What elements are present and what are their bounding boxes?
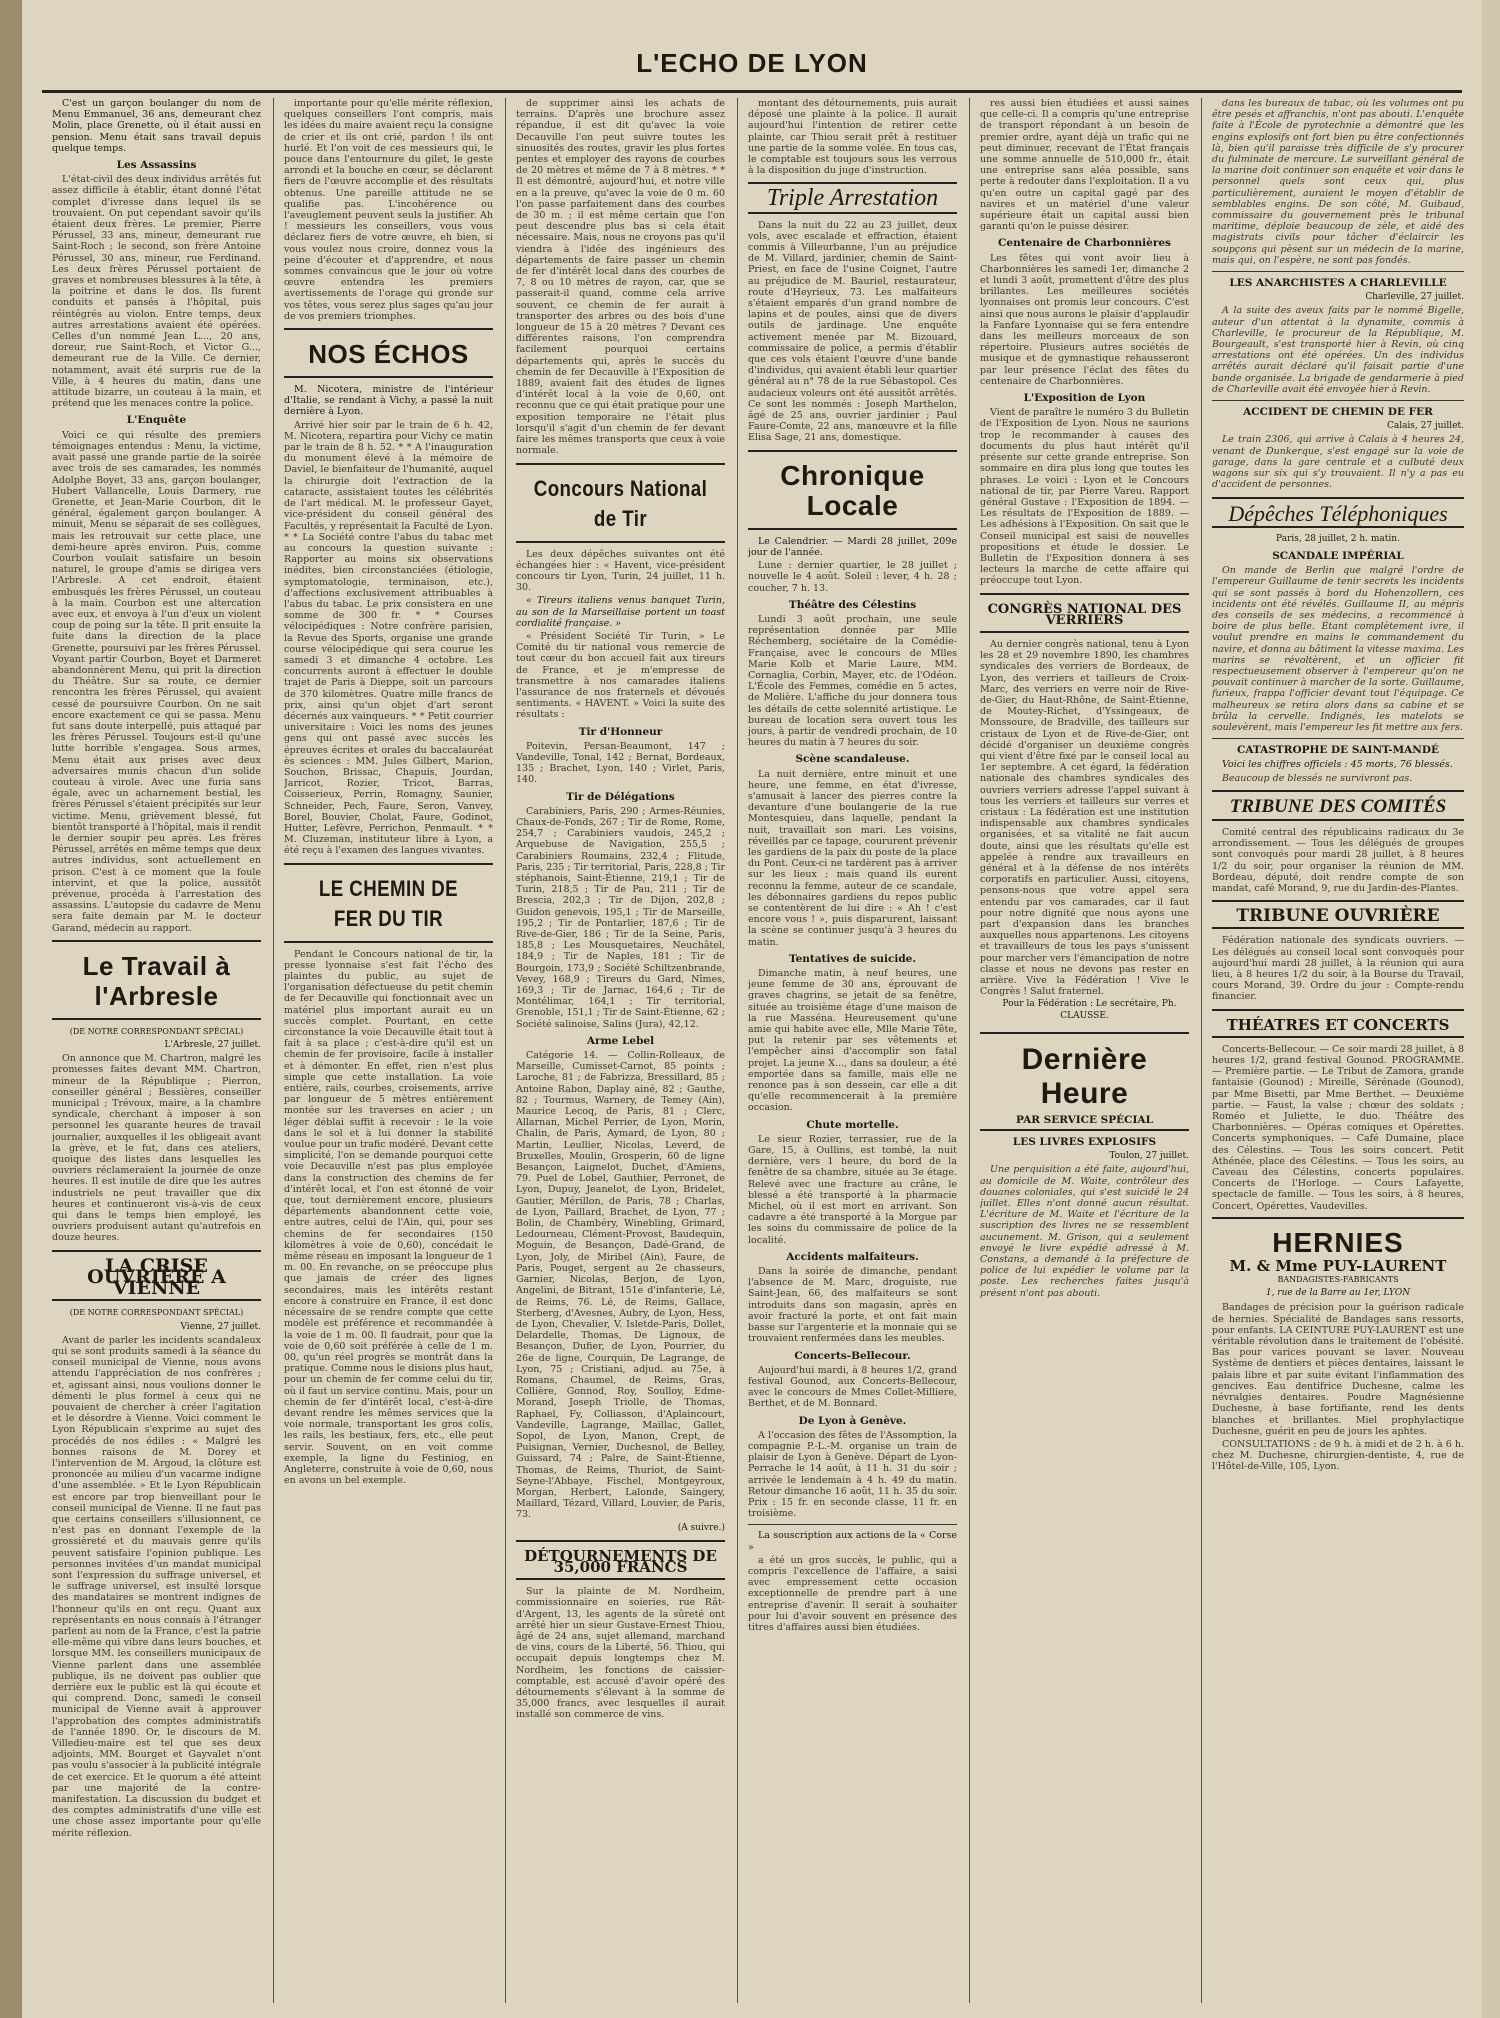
heading-tribune-ouvriere: TRIBUNE OUVRIÈRE xyxy=(1236,906,1440,927)
newspaper-page xyxy=(22,0,1482,2018)
body-text: On annonce que M. Chartron, malgré les promesses faites devant MM. Chartron, mineur de la République ; Pierron, conseiller général ; Bessières, conseiller municipal ; Trévoux, maire, a la chambre syndicale, cherchant à imposer à son personnel les quarante heures de travail journalier, auxquelles il les obligeait avant la grève, et le fut, dans ces ateliers, quoique des listes dans lesquelles les ouvriers réclameraient la journée de onze heures. Il est inutile de dire que les autres industriels ne peut travailler que dix heures et continueront vis-à-vis de ceux qui dans le temps bien employé, les ouvriers produisent autant qu'autrefois en douze heures. xyxy=(52,1053,261,1244)
heading-depeches: Dépêches Téléphoniques xyxy=(1228,500,1448,526)
consultations: CONSULTATIONS : de 9 h. à midi et de 2 h. à 6 h. chez M. Duchesne, chirurgien-dentiste, 4, rue de l'Hôtel-de-Ville, 105, Lyon. xyxy=(1212,1438,1464,1473)
body-text: Avant de parler les incidents scandaleux qui se sont produits samedi à la séance du conseil municipal de Vienne, nous avons attendu l'appréciation de nos confrères ; et, agissant ainsi, nous voulions donner le démenti le plus formel à ceux qui ne pouvaient de chercher à créer l'agitation et le désordre à Vienne. Voici comment le Lyon Républicain s'exprime au sujet des procédés de nos édiles : « Malgré les bonnes raisons de M. Dorey et l'intervention de M. Argoud, la clôture est prononcée au milieu d'un vacarme indigne d'une assemblée. » Et le Lyon Républicain est encore par trop bienveillant pour le conseil municipal de Vienne. Il ne faut pas que certains conseillers s'illusionnent, ce n'est pas en donnant l'exemple de la grossièreté et du mauvais genre qu'ils peuvent satisfaire l'opinion publique. Les personnes invitées d'un mandat municipal sont l'expression du suffrage universel, et le suffrage universel, est insulté lorsque des mandataires se montrent indignes de l'honneur qu'ils en ont reçu. Quant aux représentants en nous connais à l'étranger parlent au nom de la France, c'est la patrie elle-même qui vibre dans leurs bouches, et lorsque MM. les conseillers municipaux de Vienne parlent dans une assemblée publique, ils ne doivent pas oublier que derrière eux le public est là qui écoute et qui comprend. Donc, samedi le conseil municipal de Vienne avait à approuver l'approbation des comptes administratifs de l'année 1890. Or, le discours de M. Villedieu-maire est tel que ses deux adjoints, MM. Bourget et Gayvalet n'ont pas voulu s'associer à la publicité intégrale de cet exercice. Et le quorum a été atteint par une majorité de la contre-manifestation. La discussion du budget et des comptes administratifs d'une ville est une chose assez importante pour qu'elle mérite réflexion. xyxy=(52,1334,261,1839)
body-text: Lune : dernier quartier, le 28 juillet ; nouvelle le 4 août. Soleil : lever, 4 h. 28 ; coucher, 7 h. 13. xyxy=(748,560,957,594)
body-text: Les fêtes qui vont avoir lieu à Charbonnières les samedi 1er, dimanche 2 et lundi 3 août, promettent d'être des plus brillantes. Les meilleures sociétés lyonnaises ont promis leur concours. C'est ainsi que nous aurons le plaisir d'applaudir la Fanfare Lyonnaise qui se fera entendre dans les meilleurs morceaux de son répertoire. Plusieurs autres sociétés de musique et de gymnastique rehausseront par leur présence l'éclat des fêtes du centenaire de Charbonnières. xyxy=(980,252,1189,387)
heading-travail-arbresle: Le Travail à l'Arbresle xyxy=(82,950,231,1011)
heading-scandale-imperial: SCANDALE IMPÉRIAL xyxy=(1272,549,1404,562)
body-text: L'état-civil des deux individus arrêtés fut assez difficile à établir, étant donné l'état complet d'ivresse dans lequel ils se trouvaient. On put cependant savoir qu'ils étaient deux frères. Le premier, Pierre Pérussel, 33 ans, mineur, demeurant rue Saint-Roch ; le second, son frère Antoine Pérussel, 30 ans, mineur, rue Ferdinand. Les deux frères Pérussel portaient de graves et nombreuses blessures à la tête, à la poitrine et dans le dos. Ils furent conduits et pansés à l'hôpital, puis réintégrés au violon. Entre temps, deux autres arrestations avaient été opérées. Celles d'un nommé Jean L..., 20 ans, doreur, rue Saint-Roch, et Victor G..., demeurant rue de la Ville. Ce dernier, notamment, avait été surpris rue de la Ville, à 4 heures du matin, dans une attitude bizarre, un couteau à la main, et prétend que les menaces contre la police. xyxy=(52,174,261,410)
body-text: importante pour qu'elle mérite réflexion, quelques conseillers l'ont compris, mais les idées du maire avaient reçu la consigne de crier et ils ont crié, pardon ! ils ont hurlé. Et l'on voit de ces messieurs qui, le pouce dans l'entournure du gilet, le geste arrondi et la bouche en cœur, se déclarent fiers de l'œuvre accomplie et des résultats obtenus. Une pareille attitude ne se qualifie pas. L'incohérence ou l'aveuglement peuvent seuls la justifier. Ah ! messieurs les conseillers, vous vous déclarez fiers de votre œuvre, eh bien, si vous voulez nous croire, donnez vous la peine d'écouter et d'apprendre, et nous sommes convaincus que le jour où votre œuvre entendra les premiers avertissements de l'orage qui gronde sur vos têtes, vous serez plus sages qu'au jour de vos premiers triomphes. xyxy=(284,98,493,322)
column-4 xyxy=(748,98,957,2003)
body-text: Dimanche matin, à neuf heures, une jeune femme de 30 ans, éprouvant de graves chagrins, se jetait de sa fenêtre, située au troisième étage d'une maison de la rue Masséna. Heureusement qu'une amie qui habite avec elle, Mlle Marie Tête, put la retenir par ses vêtements et l'empêcher ainsi d'accomplir son fatal projet. La jeune X..., dans sa douleur, a été emportée dans sa famille, mais elle ne renonce pas à son dessein, car elle a dit qu'elle recommencerait à la première occasion. xyxy=(748,968,957,1114)
body-text: Dans la soirée de dimanche, pendant l'absence de M. Marc, droguiste, rue Saint-Jean, 66, des malfaiteurs se sont introduits dans son magasin, après en avoir fracturé la porte, et ont fait main basse sur l'argenterie et la monnaie qui se trouvaient renfermées dans les meubles. xyxy=(748,1266,957,1345)
body-text: Poitevin, Persan-Beaumont, 147 ; Vandeville, Tonal, 142 ; Bernat, Bordeaux, 135 ; Brachet, Lyon, 140 ; Virlet, Paris, 140. xyxy=(516,740,725,786)
body-text: Bandages de précision pour la guérison radicale de hernies. Spécialité de Bandages sans ressorts, pour enfants. LA CEINTURE PUY-LAURENT est une véritable révolution dans le traitement de l'obésité. Bas pour varices pouvant se laver. Nouveau Système de dentiers et pièces dentaires, laissant le palais libre et par suite évitant l'inflammation des gencives. Eau dentifrice Duchesne, calme les névralgies dentaires. Poudre Magnésienne Duchesne, à base fortifiante, rend les dents blanches et brillantes. Miel prophylactique Duchesne, guérit en peu de jours les aphtes. xyxy=(1212,1302,1464,1437)
body-text: On mande de Berlin que malgré l'ordre de l'empereur Guillaume de tenir secrets les incidents qui se sont passés à bord du Hohenzollern, ces incidents ont été révélés. Guillaume II, au mépris des conseils de ses médecins, a recommencé à boire de plus belle. Étant complètement ivre, il voulut prendre en mains le commandement du navire, et donna au bâtiment la vitesse maxima. Les marins se révoltèrent, et un officier fit respectueusement observer à l'empereur qu'on ne pouvait continuer à marcher de la sorte. Guillaume, furieux, frappa l'officier devant tout l'équipage. Ce malheureux se retira alors dans sa cabine et se brûla la cervelle. Indignés, les matelots se soulevèrent, mais l'empereur les fit mettre aux fers. xyxy=(1212,565,1464,733)
body-text: dans les bureaux de tabac, où les volumes ont pu être pesés et affranchis, n'ont pas abouti. L'enquête faite à l'École de pyrotechnie a démontré que les engins explosifs ont fort bien pu être confectionnés là, bien qu'il paraisse très difficile de s'y procurer du fulminate de mercure. Le surveillant général de la marine doit continuer son enquête et voir dans le personnel quels sont ceux qui, plus particulièrement, auraient le moyen d'établir de semblables engins. De son côté, M. Guibaud, commissaire du gouvernement près le tribunal maritime, déploie beaucoup de zèle, et aidé des magistrats civils pour tâcher d'éclaircir les soupçons qui pèsent sur un médecin de la marine, mais qui, on l'espère, ne sont pas fondés. xyxy=(1212,98,1464,266)
catastrophe-text: Voici les chiffres officiels : 45 morts, 76 blessés. xyxy=(1222,759,1453,771)
byline: (DE NOTRE CORRESPONDANT SPÉCIAL) xyxy=(69,1308,244,1318)
heading-detournements: DÉTOURNEMENTS DE 35,000 FRANCS xyxy=(524,1546,717,1576)
heading-exposition: L'Exposition de Lyon xyxy=(1023,392,1146,405)
byline: (DE NOTRE CORRESPONDANT SPÉCIAL) xyxy=(69,1026,244,1036)
heading-concours-tir: Concours National de Tir xyxy=(533,475,708,531)
masthead-rule xyxy=(42,90,1462,93)
body-text: a été un gros succès, le public, qui a compris l'excellence de l'affaire, a saisi avec empressement cette occasion exceptionnelle de prendre part à une entreprise d'avenir. Il serait à souhaiter pour lui d'avoir souvent en présence des titres d'affaires aussi bien étudiées. xyxy=(748,1554,957,1633)
body-text: Dans la nuit du 22 au 23 juillet, deux vols, avec escalade et effraction, étaient commis à Villeurbanne, l'un au préjudice de M. Villard, jardinier, chemin de Saint-Priest, en face de l'usine Coignet, l'autre au préjudice de M. Bauriel, restaurateur, route d'Heyrieux, 73. Les malfaiteurs s'étaient emparés d'un grand nombre de lapins et de poules, ainsi que de divers outils de jardinage. Une enquête activement menée par M. Bizouard, commissaire de police, a permis d'établir que ces vols étaient l'œuvre d'une bande d'individus, qui avaient établi leur quartier général au n° 78 de la rue Sébastopol. Ces audacieux voleurs ont été aussitôt arrêtés. Ce sont les nommés : Joseph Marthelon, âgé de 25 ans, ouvrier jardinier ; Paul Faure-Comte, 22 ans, manœuvre et la fille Elisa Sage, 21 ans, domestique. xyxy=(748,219,957,444)
body-text: Les deux dépêches suivantes ont été échangées hier : « Havent, vice-président concours tir Lyon, Turin, 24 juillet, 11 h. 30. xyxy=(516,548,725,594)
derniere-heure-sub: PAR SERVICE SPÉCIAL xyxy=(1016,1113,1153,1126)
body-text: Le sieur Rozier, terrassier, rue de la Gare, 15, à Oullins, est tombé, la nuit dernière, vers 1 heure, du bord de la fenêtre de sa chambre, située au 3e étage. Relevé avec une fracture au crâne, le blessé a été transporté à la pharmacie Michel, où il est mort en arrivant. Son cadavre a été transporté à la Morgue par les soins du commissaire de police de la localité. xyxy=(748,1133,957,1246)
dateline: Charleville, 27 juillet. xyxy=(1365,292,1464,303)
body-text: A la suite des aveux faits par le nommé Bigelle, auteur d'un attentat à la dynamite, commis à Charleville, le procureur de la République, M. Bourgeault, s'est transporté hier à Revin, où cinq arrestations ont été opérées. Un des individus arrêtés aurait déclaré qu'il faisait partie d'une bande organisée. La brigade de gendarmerie à pied de Charleville avait été envoyée hier à Revin. xyxy=(1212,305,1464,395)
heading-tir-honneur: Tir d'Honneur xyxy=(578,725,663,738)
body-text: Le train 2306, qui arrive à Calais à 4 heures 24, venant de Dunkerque, s'est engagé sur la voie de garage, dans la gare centrale et a culbuté deux wagons sur six qui s'y trouvaient. Il n'y a pas eu d'accident de personnes. xyxy=(1212,434,1464,491)
body-text: Comité central des républicains radicaux du 3e arrondissement. — Tous les délégués de groupes sont convoqués pour mardi 28 juillet, à 8 heures 1/2 du soir, pour organiser la réunion de MM. Bordeau, député, doit rendre compte de son mandat, café Morand, 9, rue du Jardin-des-Plantes. xyxy=(1212,826,1464,894)
body-text: Au dernier congrès national, tenu à Lyon les 28 et 29 novembre 1890, les chambres syndicales des verriers de Bordeaux, de Lyon, des verriers et tailleurs de Croix-Marc, des verriers en verre noir de Rive-de-Gier, du Haut-Rhône, de Saint-Étienne, de Moutey-Richet, d'Yssingeaux, de Monssoure, de Bradville, des tailleurs sur cristaux de Lyon et de Rive-de-Gier, ont décidé d'organiser un deuxième congrès qui vient d'être fixé par le conseil local au 1er septembre. A cet égard, la fédération nationale des chambres syndicales des ouvriers verriers adresse l'appel suivant à tous les verriers et tailleurs sur verres et cristaux : La fédération est une institution indispensable aux chambres syndicales organisées, et sa vitalité ne fait aucun doute, ainsi que les résultats qu'elle est appelée à rendre aux travailleurs en général et à la défense de nos intérêts corporatifs en particulier. Aussi, citoyens, pensons-nous que votre appel sera entendu par vos camarades, car il faut pour notre dignité que nous ayons une part d'expansion dans les branches auxquelles nous appartenons. Les citoyens et travailleurs de tous les pays s'unissent pour marcher vers l'émancipation de notre classe et nous ne devons pas rester en arrière. Vive la Fédération ! Vive le Congrès ! Salut fraternel. xyxy=(980,638,1189,998)
body-text: de supprimer ainsi les achats de terrains. D'après une brochure assez répandue, il est dit qu'avec la voie Decauville l'on peut suivre toutes les sinuosités des routes, gravir les plus fortes pentes et employer des rayons de courbes de 20 mètres et même de 7 à 8 mètres. * * Il est démontré, aujourd'hui, et notre ville en a la preuve, qu'avec la voie de 0 m. 60 l'on passe parfaitement dans des courbes de 30 m. ; il est même certain que l'on peut descendre plus bas si cela était nécessaire. Mais, nous ne croyons pas qu'il viendra à l'idée des ingénieurs des départements de faire passer un chemin de fer d'intérêt local dans des courbes de 7, 8 ou 10 mètres de rayon, car, que se passerait-il quand, comme cela arrive souvent, ce chemin de fer aurait à transporter des arbres ou des bois d'une longueur de 15 à 20 mètres ? Devant ces différentes raisons, l'on comprendra facilement pourquoi certains départements qui, après le succès du chemin de fer Decauville à l'Exposition de 1889, avaient fait des études de lignes d'intérêt local à la voie de 0,60, ont reconnu que ce qui était pratique pour une exposition temporaire ne l'était plus lorsqu'il s'agit d'un chemin de fer devant faire les mêmes transports que ceux à voie normale. xyxy=(516,98,725,457)
heading-catastrophe: CATASTROPHE DE SAINT-MANDÉ xyxy=(1237,744,1439,757)
heading-enquete: L'Enquête xyxy=(126,414,187,427)
column-6 xyxy=(1212,98,1464,2003)
heading-suicide: Tentatives de suicide. xyxy=(788,952,917,965)
heading-crise-vienne: LA CRISE OUVRIÈRE A VIENNE xyxy=(87,1254,226,1300)
body-text: Aujourd'hui mardi, à 8 heures 1/2, grand festival Gounod, aux Concerts-Bellecour, avec le concours de Mmes Collet-Milliere, Berthet, et de M. Bonnard. xyxy=(748,1364,957,1410)
heading-nos-echos: NOS ÉCHOS xyxy=(308,339,469,370)
body-text: « Président Société Tir Turin, » Le Comité du tir national vous remercie de tout cœur du bon accueil fait aux tireurs de France, et je m'empresse de transmettre à nos camarades italiens l'assurance de nos fraternels et dévoués sentiments. « HAVENT. » Voici la suite des résultats : xyxy=(516,630,725,721)
column-rule xyxy=(737,98,738,2003)
heading-concerts-bellecour: Concerts-Bellecour. xyxy=(794,1349,911,1362)
heading-centenaire: Centenaire de Charbonnières xyxy=(998,237,1171,250)
body-text: Fédération nationale des syndicats ouvriers. — Les délégués au conseil local sont convoqués pour aujourd'hui mardi 28 juillet, à la réunion qui aura lieu, à 8 heures 1/2 du soir, à la Bourse du Travail, cours Morand, 39. Ordre du jour : Compte-rendu financier. xyxy=(1212,935,1464,1003)
column-rule xyxy=(1201,98,1202,2003)
body-text: La nuit dernière, entre minuit et une heure, une femme, en état d'ivresse, s'amusait à lancer des pierres contre la devanture d'une boulangerie de la rue Montesquieu, dans laquelle, pendant la nuit, travaillait son mari. Les voisins, réveillés par ce tapage, coururent prévenir les gardiens de la paix du poste de la place du Pont. Ceux-ci ne tardèrent pas à arriver sur les lieux ; mais quand ils eurent reconnu la femme, auteur de ce scandale, les débonnaires gardiens du repos public se contentèrent de lui dire : « Ah ! c'est encore vous ! », puis disparurent, laissant la scène se continuer jusqu'à 3 heures du matin. xyxy=(748,768,957,948)
heading-anarchistes: LES ANARCHISTES A CHARLEVILLE xyxy=(1229,277,1447,290)
body-text: A l'occasion des fêtes de l'Assomption, la compagnie P.-L.-M. organise un train de plaisir de Lyon à Genève. Départ de Lyon-Perrache le 14 août, à 11 h. 31 du soir ; arrivée le lendemain à 4 h. 49 du matin. Retour dimanche 16 août, 11 h. 35 du soir. Prix : 15 fr. en seconde classe, 11 fr. en troisième. xyxy=(748,1429,957,1520)
heading-accident-chemin-de-fer: ACCIDENT DE CHEMIN DE FER xyxy=(1243,406,1433,419)
ad-hernies-title: HERNIES xyxy=(1272,1226,1404,1258)
heading-livres-explosifs: LES LIVRES EXPLOSIFS xyxy=(1012,1136,1157,1149)
dateline: Calais, 27 juillet. xyxy=(1386,421,1464,432)
heading-arme-lebel: Arme Lebel xyxy=(586,1034,655,1047)
calendrier: Le Calendrier. — Mardi 28 juillet, 209e jour de l'année. xyxy=(748,535,957,558)
body-text: Sur la plainte de M. Nordheim, commissionnaire en soieries, rue Rât-d'Argent, 13, les agents de la sûreté ont arrêté hier un sieur Gustave-Ernest Thiou, âgé de 24 ans, sujet allemand, marchand de vins, cours de la Liberté, 56. Thiou, qui occupait depuis longtemps chez M. Nordheim, les fonctions de caissier-comptable, est accusé d'avoir opéré des détournements s'élevant à la somme de 35,000 francs, avec lesquelles il aurait installé son commerce de vins. xyxy=(516,1586,725,1721)
body-text: res aussi bien étudiées et aussi saines que celle-ci. Il a compris qu'une entreprise de transport répondant à un besoin de premier ordre, ayant déjà un trafic qui ne peut diminuer, recevant de l'État français une somme annuelle de 510,000 fr., était une entreprise sans aléa possible, sans perte à redouter dans l'exploitation. Il a vu qu'en outre un capital gagé par des navires et un matériel d'une valeur supérieure était un capital aussi bien garanti qu'on le puisse désirer. xyxy=(980,98,1189,233)
dateline: Vienne, 27 juillet. xyxy=(180,1321,261,1332)
heading-chemin-de-fer-tir: LE CHEMIN DE FER DU TIR xyxy=(318,875,459,931)
body-text: Lundi 3 août prochain, une seule représentation donnée par Mlle Réchemberg, sociétaire de la Comédie-Française, avec le concours de Mlles Marie Kolb et Marie Laure, MM. Cornaglia, Corbin, Mayer, etc. de l'Odéon. L'École des Femmes, comédie en 5 actes, de Molière. L'affiche du jour donnera tous les détails de cette solennité artistique. Le bureau de location sera ouvert tous les jours, à partir de vendredi prochain, de 10 heures du matin à 7 heures du soir. xyxy=(748,613,957,749)
column-1 xyxy=(52,98,261,2003)
heading-tribune-comites: TRIBUNE DES COMITÉS xyxy=(1229,795,1447,817)
body-text: Voici ce qui résulte des premiers témoignages entendus : Menu, la victime, avait passé une grande partie de la soirée avec trois de ses camarades, les nommés Adolphe Boyet, 33 ans, garçon boulanger, Hubert Vallancelle, Louis Darmery, rue Grenette, et Jean-Marie Courbon, dit le général, également garçon boulanger. A minuit, Menu se séparait de ses collègues, mais les retrouvait sur cette place, une demi-heure après environ. Puis, comme Courbon voulait satisfaire un besoin naturel, le groupe d'amis se dirigea vers l'Arbresle. A cet endroit, étaient embusqués les frères Pérussel, un couteau à la main. Courbon est une altercation avec eux, et envoya à l'un d'eux un violent coup de poing sur la tête. Il prit ensuite la fuite dans la direction de la place Grenette, poursuivi par les frères Pérussel. Voyant partir Courbon, Boyet et Darmeret abandonnèrent Menu, qui prit la direction du Théâtre. Sur sa route, ce dernier rencontra les frères Pérussel, qui avaient cessé de poursuivre Courbon. On ne sait encore exactement ce qui se passa. Menu fut sans doute interpellé, puis attaqué par les frères Pérussel. Toujours est-il qu'une lutte horrible s'engagea. Sous armes, Menu était aux prises avec deux adversaires munis chacun d'un solide couteau à virole. Avec une furia sans égale, avec un acharnement bestial, les frères Pérussel s'étaient précipités sur leur victime. Menu, grièvement blessé, fut bientôt transporté à l'hôpital, mais il rendit le dernier soupir peu après. Les frères Pérussel, arrêtés en même temps que deux autres individus, sont actuellement en prison. C'est à ce moment que la foule intervint, et que la police, aussitôt prévenue, procéda à l'arrestation des assassins. L'autopsie du cadavre de Menu sera faite demain par M. le docteur Garand, médecin au rapport. xyxy=(52,429,261,934)
body-text: Pendant le Concours national de tir, la presse lyonnaise s'est fait l'écho des plaintes du public, au sujet de l'organisation défectueuse du petit chemin de fer Decauville qui fonctionnait avec un matériel plus important aurait eu un succès complet. Pourtant, en cette circonstance la voie Decauville était tout à fait à sa place ; c'est-à-dire qu'il est un chemin de fer provisoire, facile à installer et à démonter. En effet, rien n'est plus simple que cette installation. La voie entière, rails, courbes, croisements, arrive par longueur de 5 mètres entièrement montée sur les traverses en acier ; un léger déblai suffit à recevoir : le la voie dans le sol et à lui donner la stabilité voulue pour un trafic modéré. Devant cette simplicité, l'on se demande pourquoi cette voie Decauville n'est pas plus employée dans la construction des chemins de fer d'intérêt local, et l'on est étonné de voir que, tout dernièrement encore, plusieurs départements abandonnent cette voie, entre autres, celui de l'Ain, qui, pour ses chemins de fer secondaires (150 kilomètres à voie de 0,60), concédait le même réseau en imposant la longueur de 1 m. 00. En revanche, on se préoccupe plus que jamais de créer des lignes secondaires, mais les intérêts restant encore à construire en France, il est donc nécessaire de se rendre compte que cette modèle est préférence et recommandée à la voie de 1 m. 00. Il faudrait, pour que la voie de 0,60 soit préférée à celle de 1 m. 00, qu'un réel progrès se montrât dans la pratique. Comme nous le disions plus haut, pour un chemin de fer comme celui du tir, où il faut un service continu. Mais, pour un chemin de fer d'intérêt local, c'est-à-dire devant rendre les mêmes services que la voie normale, transportant les gros colis, les rails, les bestiaux, fers, etc., elle peut servir. Souvent, on en voit comme exemple, la ligne du Festiniog, en Angleterre, construite à voie de 0,60, nous en avons un bel exemple. xyxy=(284,948,493,1487)
body-text: Carabiniers, Paris, 290 ; Armes-Réunies, Chaux-de-Fonds, 267 ; Tir de Rome, Rome, 254,7 ; Carabiniers vaudois, 245,2 ; Arquebuse de Navigation, 255,5 ; Carabiniers Roumains, 232,4 ; Flitude, Paris, 235 ; Tir territorial, Paris, 228,8 ; Tir stéphanois, Saint-Étienne, 219,1 ; Tir de Turin, 218,5 ; Tir de Pau, 211 ; Tir de Brescia, 202,3 ; Tir de Dijon, 202,8 ; Guidon genevois, 195,1 ; Tir de Marseille, 195,2 ; Tir de Pontarlier, 187,6 ; Tir de Rive-de-Gier, 186 ; Tir de la Seine, Paris, 185,8 ; Les Mousquetaires, Neuchâtel, 184,9 ; Tir de Naples, 181 ; Tir de Bourgoin, 173,9 ; Société Schiltzenbrande, Vevey, 168,9 ; Tireurs du Gard, Nîmes, 169,3 ; Tir de Jarnac, 164,6 ; Tir de Montélimar, 164,1 ; Tir territorial, Grenoble, 151,1 ; Tir de Saint-Étienne, 62 ; Société salinoise, Salins (Jura), 42,12. xyxy=(516,805,725,1030)
telegram-text: « Tireurs italiens venus banquet Turin, au son de la Marseillaise portent un toast cordialité française. » xyxy=(516,595,725,629)
ad-hernies-name: M. & Mme PUY-LAURENT xyxy=(1229,1256,1447,1275)
dateline: Toulon, 27 juillet. xyxy=(1109,1151,1189,1162)
signature: Pour la Fédération : Le secrétaire, Ph. CLAUSSE. xyxy=(1002,999,1177,1021)
heading-chronique-locale: Chronique Locale xyxy=(780,459,925,521)
body-text: Concerts-Bellecour. — Ce soir mardi 28 juillet, à 8 heures 1/2, grand festival Gounod. PROGRAMME. — Première partie. — Le Tribut de Zamora, grande fantaisie (Gounod) ; Mireille, Sérénade (Gounod), par Mme Bisetti, par Mme Berthet. — Deuxième partie. — Faust, la valse ; chœur des soldats ; Roméo et Juliette, le duo. Théâtre des Charbonnières. — Opéras comiques et Opérettes. Concerts symphoniques. — Café Dumaine, place des Célestins. — Tous les soirs concert. Petit Athénée, place des Célestins. — Tous les soirs, au Caveau des Célestins, concerts populaires. Concerts de l'Horloge. — Cours Lafayette, spectacle de famille. — Tous les soirs, à 8 heures, Concert, Opérettes, Vaudevilles. xyxy=(1212,1043,1464,1212)
heading-tir-delegations: Tir de Délégations xyxy=(566,790,675,803)
body-text: Une perquisition a été faite, aujourd'hui, au domicile de M. Waite, contrôleur des douanes coloniales, qui s'est suicidé le 24 juillet. Elles n'ont donné aucun résultat. L'écriture de M. Waite et l'écriture de la suscription des livres ne se ressemblent aucunement. M. Grison, qui a seulement envoyé le livre expédié adressé à M. Constans, a demandé à la préfecture de police de lui expédier le volume par la poste. Les recherches faites jusqu'à présent n'ont pas abouti. xyxy=(980,1164,1189,1299)
ad-hernies-address: 1, rue de la Barre au 1er, LYON xyxy=(1265,1288,1411,1299)
body-text: Vient de paraître le numéro 3 du Bulletin de l'Exposition de Lyon. Nous ne saurions trop le recommander à causes des documents du plus haut intérêt qu'il présente sur cette grande entreprise. Son sommaire en dira plus long que toutes les phrases. Le voici : Lyon et le Concours national de tir, par Pierre Vareu. Rapport général Gustave : l'Exposition de 1894. — Les résultats de l'Exposition de 1889. — Les adhésions à l'Exposition. On sait que le Conseil municipal est saisi de nouvelles propositions et étude le dossier. Le Bulletin de l'Exposition donnera à ses lecteurs la marche de cette affaire qui préoccupe tout Lyon. xyxy=(980,407,1189,587)
body-text: montant des détournements, puis aurait déposé une plainte à la police. Il aurait aujourd'hui l'intention de retirer cette plainte, car Thiou serait prêt à restituer une partie de la somme volée. En tous cas, le comptable est toujours sous les verrous à la disposition du juge d'instruction. xyxy=(748,98,957,177)
heading-lyon-geneve: De Lyon à Genève. xyxy=(798,1414,907,1427)
heading-accidents: Accidents malfaiteurs. xyxy=(786,1250,919,1263)
heading-theatres-concerts: THÉATRES ET CONCERTS xyxy=(1226,1015,1450,1034)
heading-chute-mortelle: Chute mortelle. xyxy=(806,1118,899,1131)
column-rule xyxy=(273,98,274,2003)
heading-celestins: Théâtre des Célestins xyxy=(788,598,917,611)
column-rule xyxy=(969,98,970,2003)
dateline: L'Arbresle, 27 juillet. xyxy=(164,1040,261,1051)
heading-assassins: Les Assassins xyxy=(116,159,197,172)
ad-hernies-trade: BANDAGISTES-FABRICANTS xyxy=(1277,1275,1399,1285)
masthead: L'ECHO DE LYON xyxy=(636,48,868,78)
echos-first-paragraph: M. Nicotera, ministre de l'intérieur d'Italie, se rendant à Vichy, a passé la nuit dernière à Lyon. xyxy=(284,384,493,418)
heading-scene-scandaleuse: Scène scandaleuse. xyxy=(795,753,910,766)
binding-gutter xyxy=(0,0,22,2018)
heading-congres-verriers: CONGRÈS NATIONAL DES VERRIERS xyxy=(987,601,1182,628)
column-2 xyxy=(284,98,493,2003)
column-5 xyxy=(980,98,1189,2003)
heading-derniere-heure: Dernière Heure xyxy=(1021,1042,1148,1110)
heading-triple-arrestation: Triple Arrestation xyxy=(766,185,939,212)
corse-lead: La souscription aux actions de la « Corse » xyxy=(748,1530,957,1553)
article-intro: C'est un garçon boulanger du nom de Menu Emmanuel, 36 ans, demeurant chez Molin, place Grenette, où il était aussi en pension. Menu était sans travail depuis quelque temps. xyxy=(52,98,261,154)
body-text: Catégorie 14. — Collin-Rolleaux, de Marseille, Cumisset-Carnot, 85 points ; Laroche, 81 ; de Fabrizza, Bressillard, 85 ; Antoine Rabon, Daplay ainé, 82 ; Gauthe, 82 ; Tourmus, Warnery, de Temey (Ain), Maurice Lecoq, de Paris, 81 ; Clerc, Allarnan, Michel Perrier, de Lyon, Morin, Chalin, de Paris, Aymard, de Lyon, 80 ; Martin, Leullier, Nicolas, Leverd, de Bruxelles, Moulin, Grosperin, 60 de ligne Besançon, Laignelot, Duchet, d'Amiens, 79. Puel de Lobel, Gauthier, Perronet, de Lyon, Dupuy, Jeanelot, de Lyon, Bridelet, Gautier, Mérillon, de Paris, 78 ; Charlas, de Lyon, Paillard, Brachet, de Lyon, 77 ; Bolin, de Chambéry, Winebling, Grimard, Ledourneau, Clément-Provost, Baudequin, Moguin, de Besançon, Dadé-Grand, de Lyon, Joly, de Miribel (Ain), Faure, de Paris, Pouget, sergent au 2e chasseurs, Garnier, Nicolas, Berjon, de Lyon, Angelini, de Bitrant, 151e d'infanterie, Lé, de Reims, 76. Lé, de Reims, Gallace, Sterberg, d'Avesnes, Aubry, de Lyon, Hess, de Lyon, Chevalier, V. Isletde-Paris, Dollet, Delardelle, Thomas, De Lignoux, de Besançon, Dufier, de Lyon, Pourrier, du 26e de ligne, Courquin, De Lagrange, de Lyon, 75 ; Cristiani, adjud. au 75e, à Romans, Chaumel, de Reims, Gras, Collière, Gonnod, Roy, Soulloy, Edme-Morand, Joseph Triolle, de Thomas, Raphael, Fy, Colliasson, d'Aplaincourt, Vandeville, Lagrange, Maillac, Gallet, Sopol, de Lyon, Manon, Crept, de Puisignan, Vernier, Duchesnol, de Belley, Guissard, 74 ; Palre, de Saint-Étienne, Thomas, de Reims, Thuriot, de Saint-Seyne-l'Abbaye, Fischel, Montgeyroux, Morgan, Herbert, Lalonde, Saingery, Maillard, Tézard, Villard, Louvier, de Paris, 73. xyxy=(516,1050,725,1521)
column-rule xyxy=(505,98,506,2003)
body-text: Arrivé hier soir par le train de 6 h. 42, M. Nicotera, repartira pour Vichy ce matin par le train de 8 h. 52. * * A l'inauguration du monument élevé à la mémoire de Daviel, le bienfaiteur de l'humanité, auquel la chirurgie doit l'extraction de la cataracte, assistaient toutes les célébrités de l'art médical. M. le professeur Gayet, vice-président du conseil général des Facultés, y représentait la Faculté de Lyon. * * La Société contre l'abus du tabac met au concours la question suivante : Rapporter au moins six observations inédites, bien circonstanciées (étiologie, symptomatologie, terminaison, etc.), d'affections exclusivement attribuables à l'abus du tabac. Le prix consistera en une somme de 300 fr. * * Courses vélocipédiques : Notre confrère parisien, la Revue des Sports, organise une grande course vélocipédique qui sera courue les samedi 3 et dimanche 4 octobre. Les concurrents auront à effectuer le double trajet de Paris à Dieppe, soit un parcours de 370 kilomètres. Quatre mille francs de prix, ainsi qu'un objet d'art seront décernés aux vainqueurs. * * Petit courrier universitaire : Voici les noms des jeunes gens qui ont passé avec succès les épreuves écrites et orales du baccalauréat ès sciences : MM. Jules Gilbert, Marion, Souchon, Brissac, Chapuis, Jourdan, Jarricot, Rozier, Tricot, Barras, Coisserieux, Perrin, Romagny, Saunier, Schneider, Pech, Faure, Seron, Vanvey, Borel, Bouvier, Cholat, Faure, Godinot, Hutter, Lefèvre, Perrichon, Penmault. * * M. Cluzeman, instituteur libre à Lyon, a été reçu à l'examen des langues vivantes. xyxy=(284,419,493,857)
a-suivre: (A suivre.) xyxy=(677,1522,725,1533)
body-text: Beaucoup de blessés ne survivront pas. xyxy=(1222,772,1413,784)
column-3 xyxy=(516,98,725,2003)
dateline: Paris, 28 juillet, 2 h. matin. xyxy=(1276,533,1400,544)
